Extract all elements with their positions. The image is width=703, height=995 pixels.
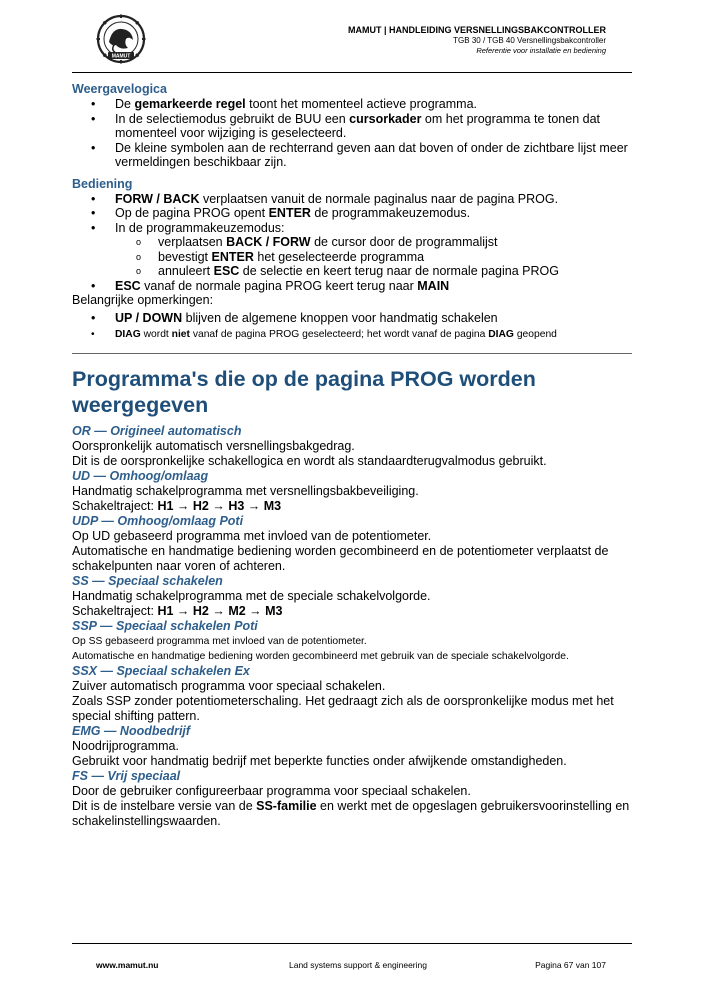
footer-tagline: Land systems support & engineering [289,960,427,970]
selection-mode-sublist [72,235,632,279]
operation-list-cont [72,279,632,294]
display-logic-heading: Weergavelogica [72,82,167,96]
programs-heading: Programma's die op de pagina PROG worden weergegeven [72,367,536,417]
list-item: • De gemarkeerde regel toont het momenteel actieve programma. [72,97,632,112]
list-item: • In de selectiemodus gebruikt de BUU een cursorkader om het programma te tonen dat momenteel voor wijziging is geselecteerd. [72,112,632,141]
list-item: • DIAG wordt niet vanaf de pagina PROG geselecteerd; het wordt vanaf de pagina DIAG geopend [72,328,632,343]
operation-heading: Bediening [72,176,133,191]
program-ud-title: UD — Omhoog/omlaag [72,469,209,483]
footer-website[interactable]: www.mamut.nu [96,960,159,970]
header-reference: Referentie voor installatie en bediening [476,46,606,55]
program-ssx-line: Zoals SSP zonder potentiometerschaling. Het gedraagt zich als de oorspronkelijke modus met het special shifting pattern. [72,694,614,723]
program-or-line: Dit is de oorspronkelijke schakellogica en wordt als standaardterugvalmodus gebruikt. [72,454,547,468]
program-ss-title: SS — Speciaal schakelen [72,574,223,588]
list-item: • Op de pagina PROG opent ENTER de programmakeuzemodus. [72,206,632,221]
header-subtitle: TGB 30 / TGB 40 Versnellingsbakcontroller [453,36,606,45]
program-or-title: OR — Origineel automatisch [72,424,242,438]
operation-list [72,192,632,236]
list-item: • ESC vanaf de normale pagina PROG keert terug naar MAIN [72,279,632,294]
program-fs-line: Dit is de instelbare versie van de SS-familie en werkt met de opgeslagen gebruikersvoorinstelling en schakelinstellingswaarden. [72,799,630,828]
list-item: • In de programmakeuzemodus: [72,221,632,236]
program-udp-line: Automatische en handmatige bediening worden gecombineerd en de potentiometer verplaatst de schakelpunten naar voren of achteren. [72,544,609,573]
program-ssx-title: SSX — Speciaal schakelen Ex [72,664,250,678]
program-or-line: Oorspronkelijk automatisch versnellingsbakgedrag. [72,439,355,453]
program-ud-range: Schakeltraject: H1 → H2 → H3 → M3 [72,499,282,513]
page-footer [72,943,632,970]
program-ssp-line: Op SS gebaseerd programma met invloed van de potentiometer. [72,636,367,647]
mamut-logo-icon [96,14,146,64]
header-title: MAMUT | HANDLEIDING VERSNELLINGSBAKCONTROLLER [347,25,606,35]
program-emg-title: EMG — Noodbedrijf [72,724,191,738]
page-header [72,0,632,73]
list-item: • UP / DOWN blijven de algemene knoppen voor handmatig schakelen [72,311,632,326]
notes-label: Belangrijke opmerkingen: [72,293,214,307]
program-ss-line: Handmatig schakelprogramma met de speciale schakelvolgorde. [72,589,431,603]
display-logic-list [72,97,632,170]
list-item: o verplaatsen BACK / FORW de cursor door de programmalijst [72,235,632,250]
program-emg-line: Noodrijprogramma. [72,739,179,753]
program-udp-line: Op UD gebaseerd programma met invloed van de potentiometer. [72,529,432,543]
footer-page-number: Pagina 67 van 107 [535,960,606,970]
program-fs-title: FS — Vrij speciaal [72,769,181,783]
program-ss-range: Schakeltraject: H1 → H2 → M2 → M3 [72,604,283,618]
program-fs-line: Door de gebruiker configureerbaar programma voor speciaal schakelen. [72,784,471,798]
notes-list [72,311,632,342]
program-ssp-title: SSP — Speciaal schakelen Poti [72,619,258,633]
program-ssp-line: Automatische en handmatige bediening worden gecombineerd met gebruik van de speciale schakelvolgorde. [72,651,569,662]
list-item: • FORW / BACK verplaatsen vanuit de normale paginalus naar de pagina PROG. [72,192,632,207]
list-item: • De kleine symbolen aan de rechterrand geven aan dat boven of onder de zichtbare lijst meer vermeldingen beschikbaar zijn. [72,141,632,170]
section-divider [72,353,632,354]
program-ssx-line: Zuiver automatisch programma voor speciaal schakelen. [72,679,386,693]
logo-text: MAMUT [111,53,131,60]
program-emg-line: Gebruikt voor handmatig bedrijf met beperkte functies onder afwijkende omstandigheden. [72,754,567,768]
program-udp-title: UDP — Omhoog/omlaag Poti [72,514,244,528]
list-item: o annuleert ESC de selectie en keert terug naar de normale pagina PROG [72,264,632,279]
list-item: o bevestigt ENTER het geselecteerde programma [72,250,632,265]
program-ud-line: Handmatig schakelprogramma met versnellingsbakbeveiliging. [72,484,419,498]
page-content [72,81,632,829]
